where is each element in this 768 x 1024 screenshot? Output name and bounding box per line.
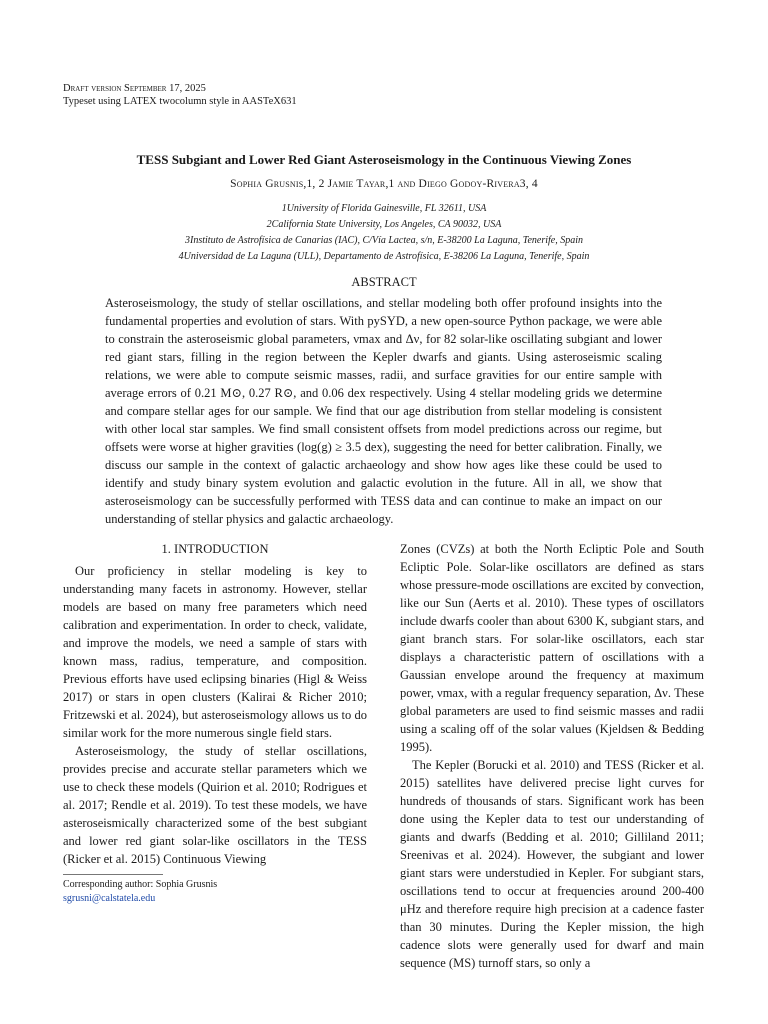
abstract-heading: ABSTRACT bbox=[351, 275, 417, 289]
intro-paragraph-3: The Kepler (Borucki et al. 2010) and TESS (Ricker et al. 2015) satellites have delivered precise light curves for hundreds of thousands of stars. Significant work has been done using the Kepler data to test our understanding of giants and dwarfs (Bedding et al. 2010; Gilliland 2011; Sreenivas et al. 2024). However, the subgiant and lower giant stars were understudied in Kepler. For subgiant stars, oscillations tend to occur at frequencies around 200-400 μHz and therefore require high precision at a cadence faster than 30 minutes. During the Kepler mission, the high cadence slots were generally used for dwarf and main sequence (MS) turnoff stars, so only a bbox=[400, 758, 704, 970]
affiliation-4: 4Universidad de La Laguna (ULL), Departamento de Astrofísica, E-38206 La Laguna, Tenerife, Spain bbox=[178, 251, 590, 262]
draft-line: Draft version September 17, 2025 bbox=[63, 83, 206, 94]
affiliation-1: 1University of Florida Gainesville, FL 32611, USA bbox=[281, 203, 487, 214]
paper-title: TESS Subgiant and Lower Red Giant Asteroseismology in the Continuous Viewing Zones bbox=[136, 152, 632, 167]
intro-paragraph-1: Our proficiency in stellar modeling is key to understanding many facets in astronomy. However, stellar models are based on many free parameters which need calibration and experimentation. In order to check, validate, and improve the models, we need a sample of stars with known mass, radius, temperature, and composition. Previous efforts have used eclipsing binaries (Higl & Weiss 2017) or stars in open clusters (Kalirai & Richer 2010; Fritzewski et al. 2024), but asteroseismology allows us to do similar work for the more numerous single field stars. bbox=[63, 564, 367, 740]
author-email-link[interactable]: sgrusni@calstatela.edu bbox=[63, 893, 156, 904]
intro-paragraph-2: Asteroseismology, the study of stellar oscillations, provides precise and accurate stellar parameters which we use to check these models (Quirion et al. 2010; Rodrigues et al. 2017; Rendle et al. 2019). To test these models, we have asteroseismically characterized some of the best subgiant and lower red giant solar-like oscillators in the TESS (Ricker et al. 2015) Continuous Viewing bbox=[63, 744, 367, 866]
footnote-rule bbox=[63, 874, 163, 875]
affiliation-3: 3Instituto de Astrofísica de Canarias (IAC), C/Vía Lactea, s/n, E-38200 La Laguna, Tenerife, Spain bbox=[185, 235, 583, 246]
right-column bbox=[400, 540, 704, 972]
corresponding-author: Corresponding author: Sophia Grusnis bbox=[63, 879, 218, 890]
affiliations bbox=[0, 201, 768, 265]
left-column bbox=[63, 540, 367, 868]
author-list: Sophia Grusnis,1, 2 Jamie Tayar,1 and Diego Godoy-Rivera3, 4 bbox=[230, 178, 538, 190]
section-heading-introduction: 1. INTRODUCTION bbox=[161, 542, 269, 556]
affiliation-2: 2California State University, Los Angeles, CA 90032, USA bbox=[266, 219, 502, 230]
abstract-text: Asteroseismology, the study of stellar oscillations, and stellar modeling both offer profound insights into the fundamental properties and evolution of stars. With pySYD, a new open-source Python package, we were able to constrain the asteroseismic global parameters, νmax and Δν, for 82 solar-like oscillating subgiant and lower red giant stars, filling in the region between the Kepler dwarfs and giants. Using asteroseismic scaling relations, we were able to compute seismic masses, radii, and surface gravities for our entire sample with average errors of 0.21 M⊙, 0.27 R⊙, and 0.06 dex respectively. Using 4 stellar modeling grids we determine and compare stellar ages for our sample. We find that our age distribution from stellar modeling is consistent with other local star samples. We find small consistent offsets from model predictions across our regime, but offsets were worse at higher gravities (log(g) ≥ 3.5 dex), suggesting the need for better calibration. Finally, we discuss our sample in the context of galactic archaeology and show how ages like these could be used to identify and study binary system evolution and galactic evolution in the future. All in all, we show that asteroseismology can be successfully performed with TESS data and can continue to make an impact on our understanding of stellar physics and galactic archaeology. bbox=[105, 296, 662, 526]
intro-paragraph-2-continued: Zones (CVZs) at both the North Ecliptic Pole and South Ecliptic Pole. Solar-like oscillators are defined as stars whose pressure-mode oscillations are excited by convection, like our Sun (Aerts et al. 2010). These types of oscillators include dwarfs cooler than about 6300 K, subgiant stars, and giant branch stars. For solar-like oscillators, each star displays a characteristic pattern of oscillations with a Gaussian envelope around the frequency at maximum power, νmax, with a regular frequency separation, Δν. These global parameters are used to find seismic masses and radii using a scaling off of the solar values (Kjeldsen & Bedding 1995). bbox=[400, 542, 704, 754]
corresponding-author-note bbox=[63, 878, 367, 906]
draft-header bbox=[63, 82, 297, 108]
typeset-line: Typeset using LATEX twocolumn style in AASTeX631 bbox=[63, 96, 297, 107]
